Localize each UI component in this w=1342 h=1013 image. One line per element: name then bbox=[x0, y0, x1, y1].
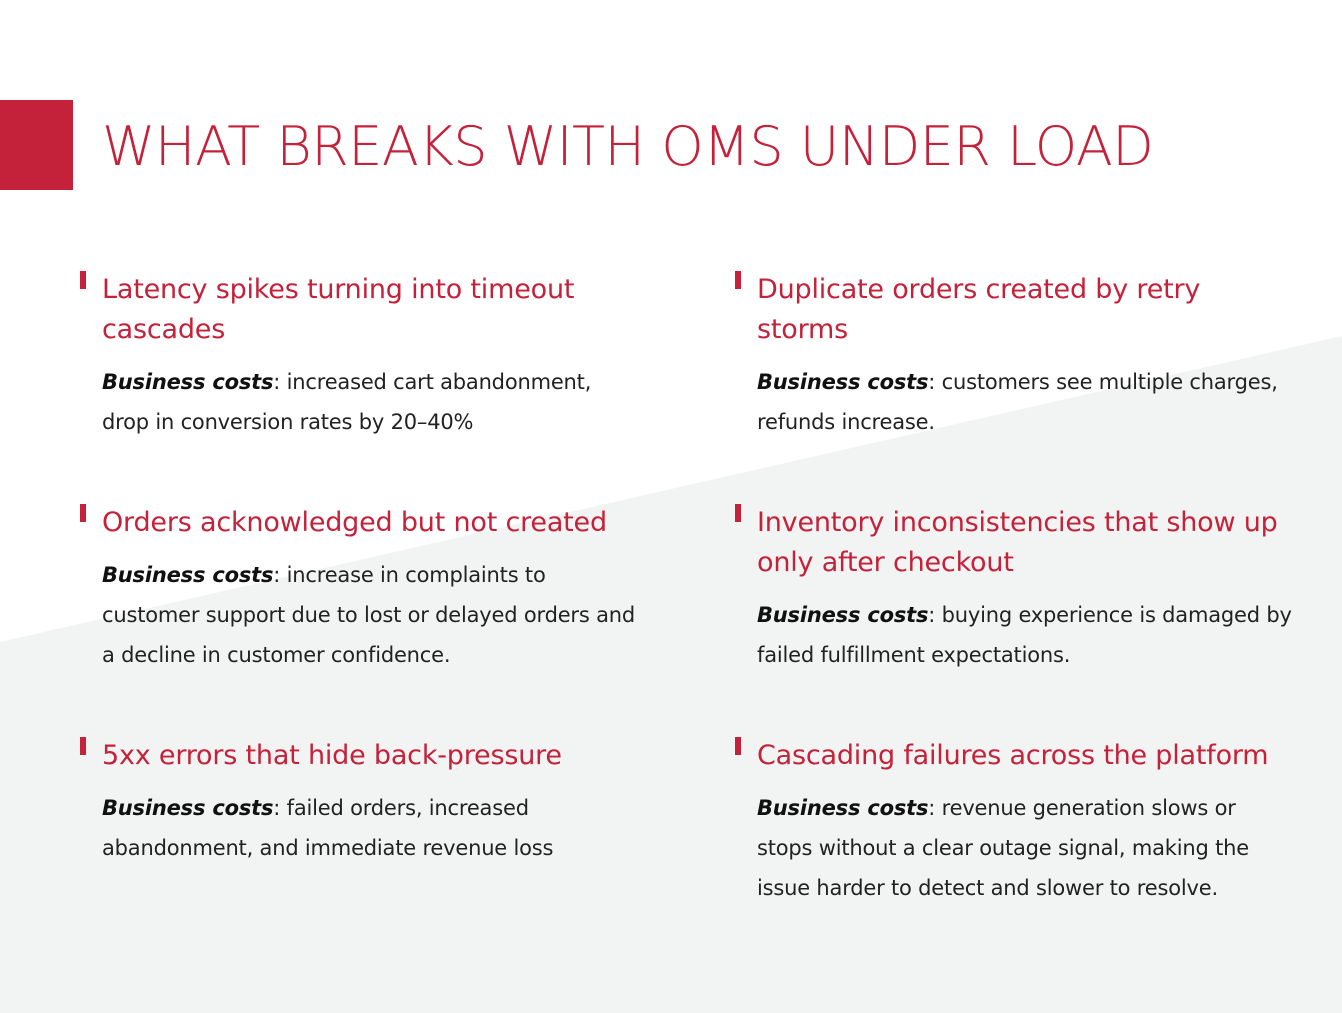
business-costs-label: Business costs bbox=[757, 603, 929, 627]
issue-title: Orders acknowledged but not created bbox=[102, 507, 607, 538]
issue-cost bbox=[102, 362, 642, 442]
bullet-marker bbox=[80, 737, 86, 755]
business-costs-label: Business costs bbox=[102, 796, 274, 820]
page-title: WHAT BREAKS WITH OMS UNDER LOAD bbox=[102, 115, 1154, 178]
issue-title: 5xx errors that hide back-pressure bbox=[102, 740, 562, 771]
bullet-marker bbox=[735, 737, 741, 755]
business-costs-text: : buying experience is damaged by failed fulfillment expectations. bbox=[757, 603, 1292, 667]
business-costs-label: Business costs bbox=[757, 370, 929, 394]
bullet-marker bbox=[735, 504, 741, 522]
business-costs-text: : increased cart abandonment, drop in conversion rates by 20–40% bbox=[102, 370, 592, 434]
bullet-marker bbox=[80, 504, 86, 522]
issue-cost bbox=[757, 362, 1297, 442]
issue-title: Latency spikes turning into timeout cascades bbox=[102, 274, 575, 345]
bullet-marker bbox=[735, 271, 741, 289]
issue-title: Cascading failures across the platform bbox=[757, 740, 1269, 771]
issue-cost bbox=[757, 595, 1297, 675]
business-costs-text: : increase in complaints to customer support due to lost or delayed orders and a decline in customer confidence. bbox=[102, 563, 635, 667]
issue-cost bbox=[757, 788, 1297, 908]
issue-item-latency-spikes bbox=[102, 270, 642, 442]
business-costs-text: : revenue generation slows or stops without a clear outage signal, making the issue harder to detect and slower to resolve. bbox=[757, 796, 1249, 900]
issue-item-duplicate-orders bbox=[757, 270, 1297, 442]
title-accent-block bbox=[0, 100, 73, 190]
business-costs-label: Business costs bbox=[757, 796, 929, 820]
business-costs-text: : customers see multiple charges, refunds increase. bbox=[757, 370, 1278, 434]
issue-item-5xx-errors bbox=[102, 736, 642, 868]
issue-cost bbox=[102, 555, 642, 675]
issue-item-inventory-inconsistencies bbox=[757, 503, 1297, 675]
business-costs-label: Business costs bbox=[102, 563, 274, 587]
issue-item-cascading-failures bbox=[757, 736, 1297, 908]
issue-item-orders-acknowledged bbox=[102, 503, 642, 675]
issue-cost bbox=[102, 788, 642, 868]
business-costs-text: : failed orders, increased abandonment, and immediate revenue loss bbox=[102, 796, 554, 860]
issue-title: Inventory inconsistencies that show up only after checkout bbox=[757, 507, 1278, 578]
issue-title: Duplicate orders created by retry storms bbox=[757, 274, 1201, 345]
business-costs-label: Business costs bbox=[102, 370, 274, 394]
bullet-marker bbox=[80, 271, 86, 289]
